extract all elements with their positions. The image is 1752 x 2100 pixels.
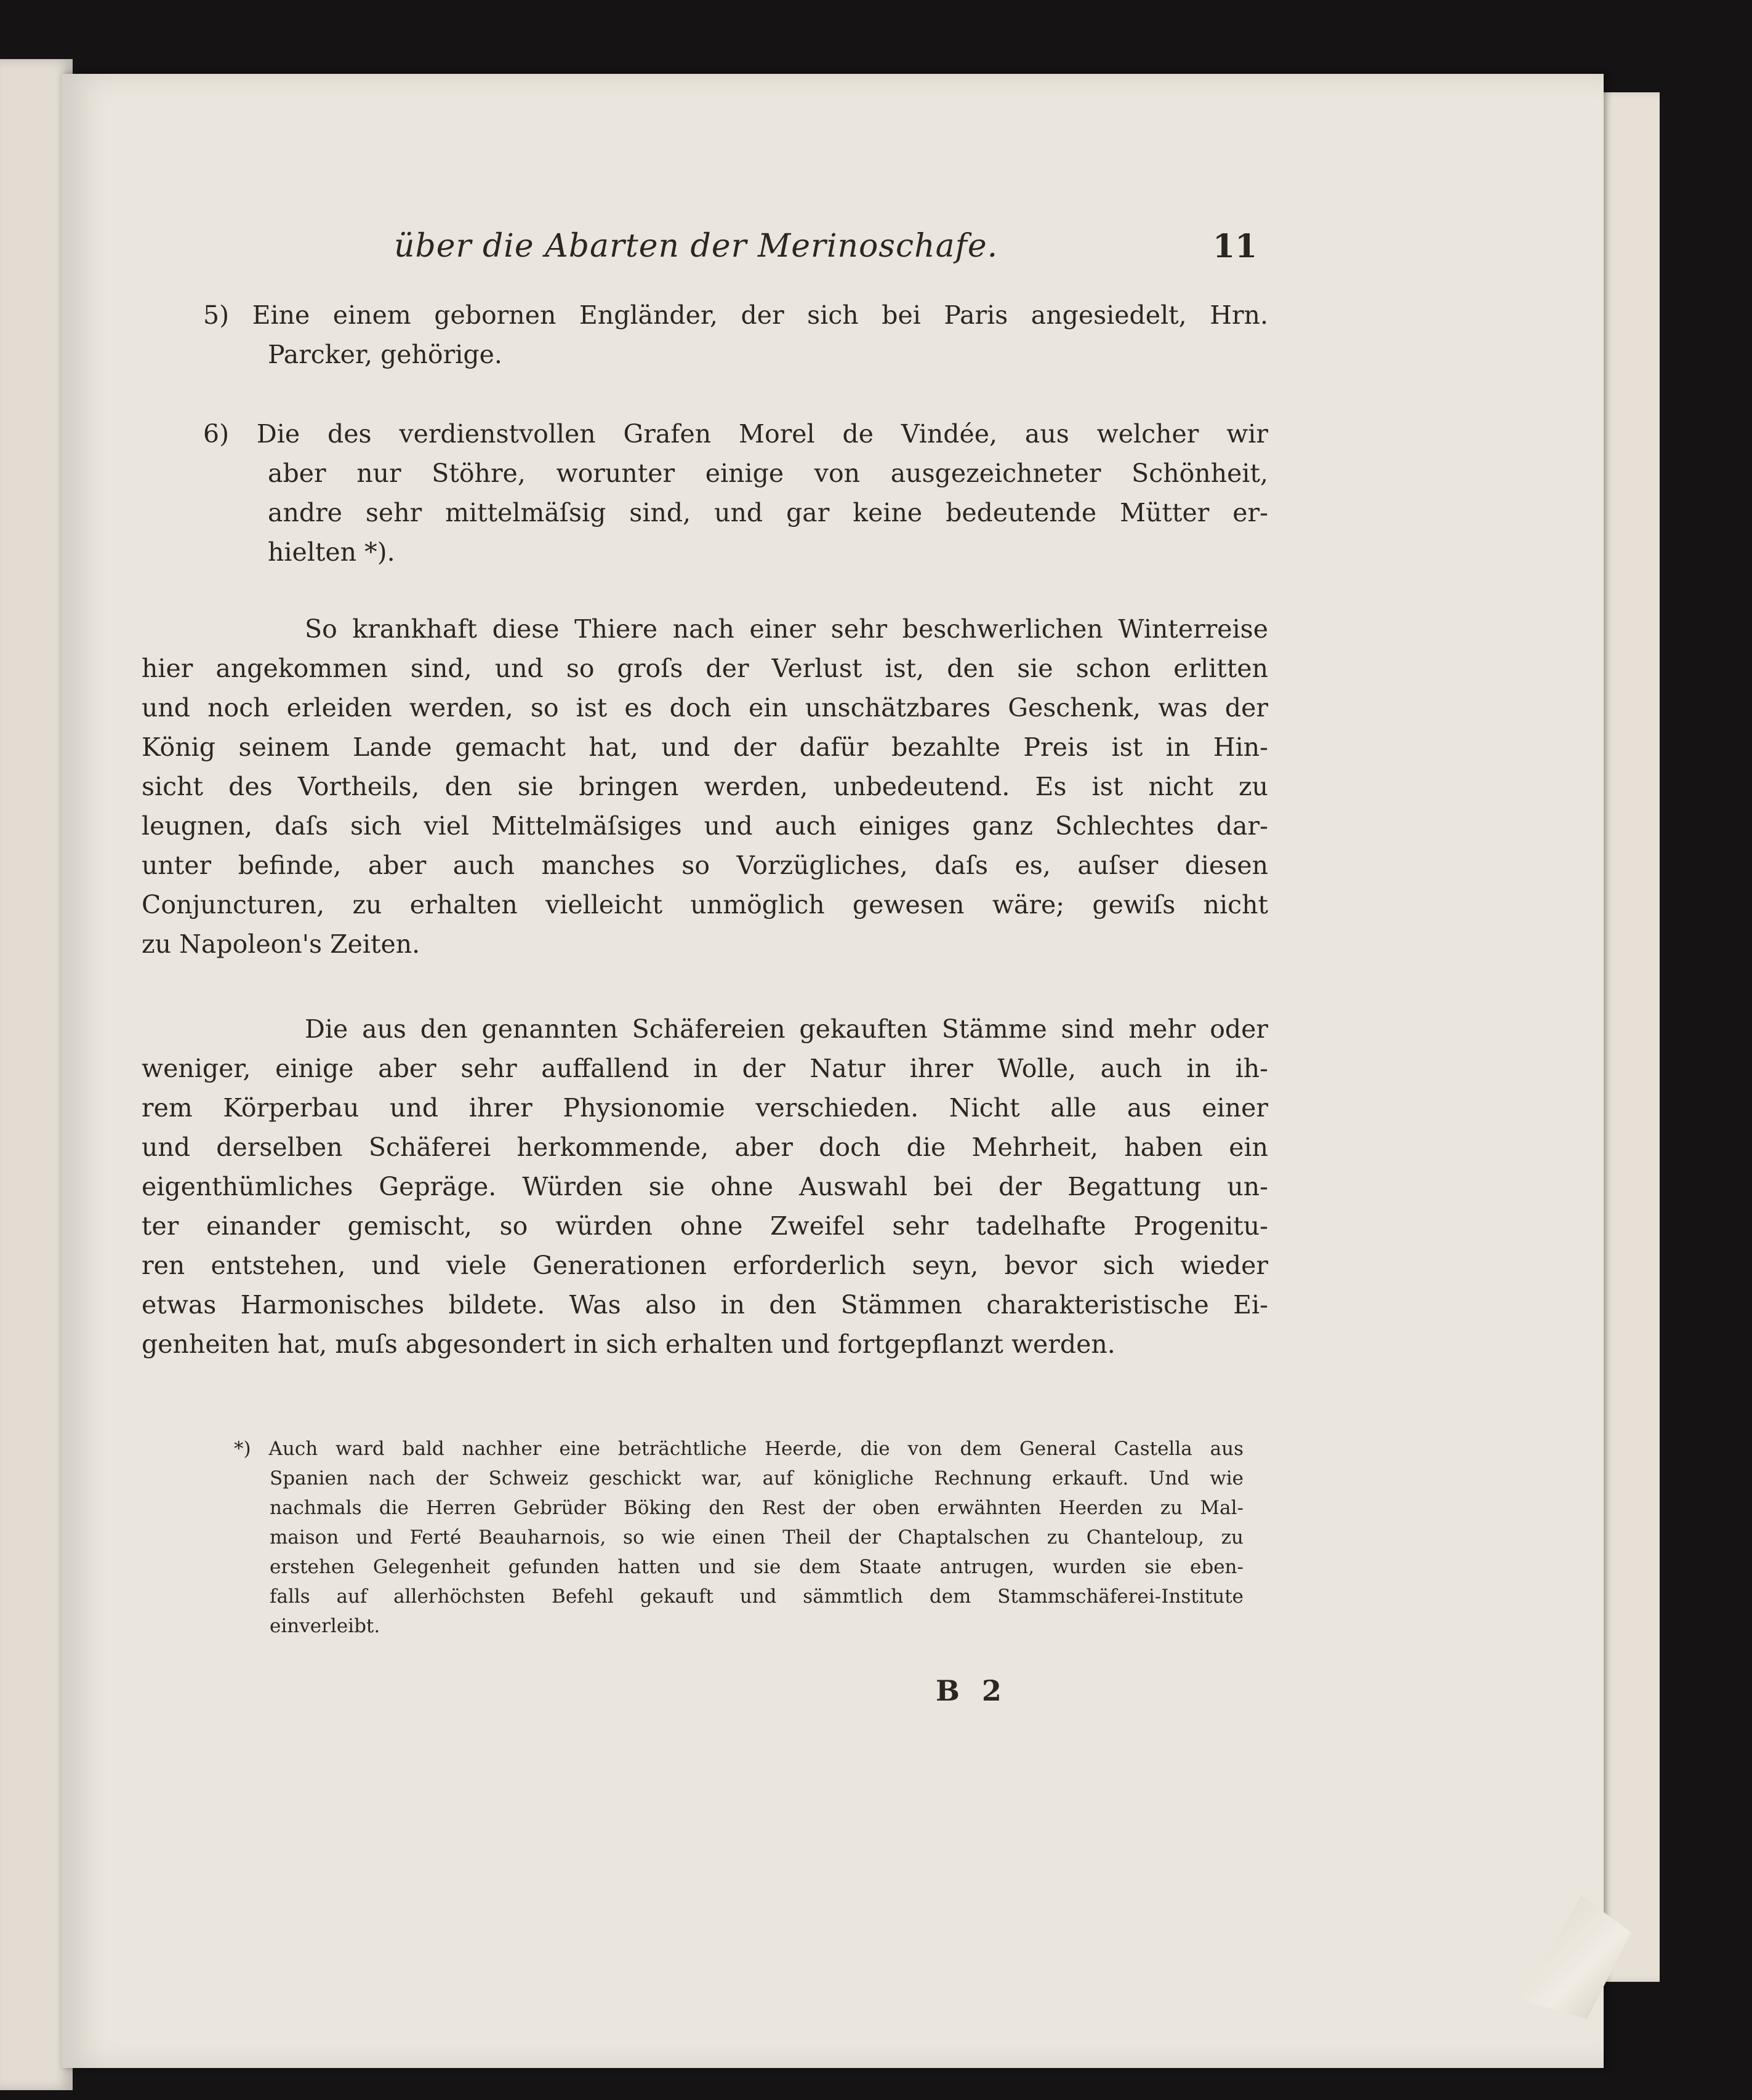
text-line: weniger, einige aber sehr auffallend in der Natur ihrer Wolle, auch in ih- [142, 1054, 1268, 1083]
text-line: 5) Eine einem gebornen Engländer, der sich bei Paris angesiedelt, Hrn. [203, 300, 1268, 330]
text-line: leugnen, daſs sich viel Mittelmäſsiges und auch einiges ganz Schlechtes dar- [142, 811, 1268, 841]
text-line: eigenthümliches Gepräge. Würden sie ohne Auswahl bei der Begattung un- [142, 1172, 1268, 1201]
text-line: Conjuncturen, zu erhalten vielleicht unmöglich gewesen wäre; gewiſs nicht [142, 890, 1268, 920]
text-line: ren entstehen, und viele Generationen erforderlich seyn, bevor sich wieder [142, 1251, 1268, 1280]
list-item-6 [203, 414, 1268, 572]
running-title: über die Abarten der Merinoschafe. [394, 228, 999, 265]
text-line: zu Napoleon's Zeiten. [142, 929, 420, 959]
footnote-line: *) Auch ward bald nachher eine beträchtliche Heerde, die von dem General Castella aus [234, 1438, 1244, 1460]
footnote-line: erstehen Gelegenheit gefunden hatten und sie dem Staate antrugen, wurden sie eben- [270, 1556, 1244, 1578]
text-line: 6) Die des verdienstvollen Grafen Morel de Vindée, aus welcher wir [203, 419, 1268, 449]
footnote-line: einverleibt. [270, 1615, 380, 1637]
list-item-5 [203, 295, 1268, 374]
text-line: genheiten hat, muſs abgesondert in sich erhalten und fortgepflanzt werden. [142, 1329, 1115, 1359]
trailing-pages-edge [1594, 92, 1660, 1982]
text-line: aber nur Stöhre, worunter einige von ausgezeichneter Schönheit, [268, 459, 1268, 488]
text-line: hielten *). [268, 537, 395, 567]
text-line: Die aus den genannten Schäfereien gekauften Stämme sind mehr oder [305, 1014, 1268, 1044]
text-line: rem Körperbau und ihrer Physionomie verschieden. Nicht alle aus einer [142, 1093, 1268, 1123]
text-line: und derselben Schäferei herkommende, aber doch die Mehrheit, haben ein [142, 1132, 1268, 1162]
footnote-line: nachmals die Herren Gebrüder Böking den Rest der oben erwähnten Heerden zu Mal- [270, 1497, 1244, 1519]
text-line: sicht des Vortheils, den sie bringen werden, unbedeutend. Es ist nicht zu [142, 772, 1268, 801]
text-line: So krankhaft diese Thiere nach einer sehr beschwerlichen Winterreise [305, 614, 1268, 644]
text-line: unter befinde, aber auch manches so Vorzügliches, daſs es, auſser diesen [142, 851, 1268, 880]
text-line: ter einander gemischt, so würden ohne Zweifel sehr tadelhafte Progenitu- [142, 1211, 1268, 1241]
text-line: König seinem Lande gemacht hat, und der dafür bezahlte Preis ist in Hin- [142, 732, 1268, 762]
text-line: und noch erleiden werden, so ist es doch ein unschätzbares Geschenk, was der [142, 693, 1268, 723]
text-line: Parcker, gehörige. [268, 340, 502, 369]
page-number: 11 [1213, 228, 1258, 265]
signature-mark: B 2 [936, 1674, 1008, 1707]
text-line: etwas Harmonisches bildete. Was also in den Stämmen charakteristische Ei- [142, 1290, 1268, 1320]
footnote-line: maison und Ferté Beauharnois, so wie einen Theil der Chaptalschen zu Chanteloup, zu [270, 1526, 1244, 1549]
footnote-line: falls auf allerhöchsten Befehl gekauft und sämmtlich dem Stammschäferei-Institute [270, 1585, 1244, 1608]
text-line: andre sehr mittelmäſsig sind, und gar keine bedeutende Mütter er- [268, 498, 1268, 527]
paragraph-1 [142, 609, 1268, 964]
paragraph-2 [142, 1009, 1268, 1364]
footnote [234, 1434, 1244, 1641]
text-line: hier angekommen sind, und so groſs der Verlust ist, den sie schon erlitten [142, 654, 1268, 683]
footnote-line: Spanien nach der Schweiz geschickt war, auf königliche Rechnung erkauft. Und wie [270, 1467, 1244, 1489]
